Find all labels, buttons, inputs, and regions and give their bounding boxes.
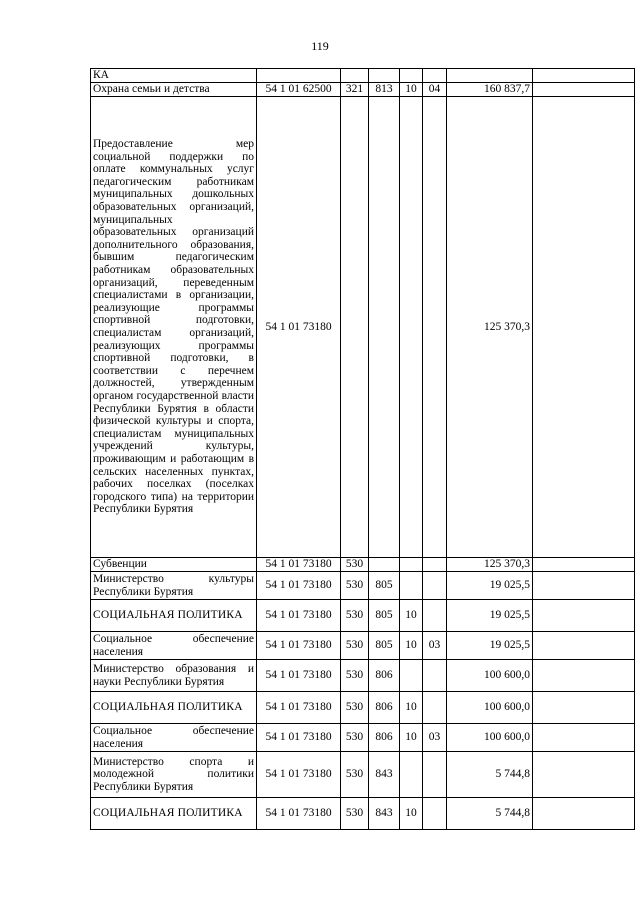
row-section-cell: 10 <box>400 600 423 632</box>
row-amount-cell: 19 025,5 <box>447 600 533 632</box>
row-section-cell <box>400 97 423 558</box>
row-subsection-cell: 03 <box>423 632 447 660</box>
row-name-cell: Субвенции <box>91 558 257 572</box>
table-row <box>91 692 635 724</box>
row-name-cell: Предоставление мер социальной поддержки по оплате коммунальных услуг педагогическим работникам муниципальных дошкольных образовательных организаций, муниципальных образовательных организаций дополнительного образования, бывшим педагогическим работникам образовательных организаций, переведенным специалистами в организации, реализующие программы спортивной подготовки, специалистам организаций, реализующих программы спортивной подготовки, в соответствии с перечнем должностей, утвержденным органом государственной власти Республики Бурятия в области физической культуры и спорта, специалистам муниципальных учреждений культуры, проживающим и работающим в сельских населенных пунктах, рабочих поселках (поселках городского типа) на территории Республики Бурятия <box>91 97 257 558</box>
row-ministry-code-cell: 806 <box>369 692 400 724</box>
row-amount-cell: 5 744,8 <box>447 798 533 830</box>
row-empty-cell <box>533 660 635 692</box>
row-subsection-cell <box>423 752 447 798</box>
row-section-cell: 10 <box>400 692 423 724</box>
row-ministry-code-cell: 813 <box>369 83 400 97</box>
row-name-cell: Охрана семьи и детства <box>91 83 257 97</box>
row-section-cell: 10 <box>400 83 423 97</box>
table-row <box>91 632 635 660</box>
row-expense-type-cell: 530 <box>341 752 369 798</box>
row-empty-cell <box>533 692 635 724</box>
row-ministry-code-cell: 843 <box>369 798 400 830</box>
row-name-cell: СОЦИАЛЬНАЯ ПОЛИТИКА <box>91 600 257 632</box>
row-amount-cell: 100 600,0 <box>447 724 533 752</box>
row-empty-cell <box>533 724 635 752</box>
row-ministry-code-cell: 843 <box>369 752 400 798</box>
row-ministry-code-cell <box>369 97 400 558</box>
table-row <box>91 69 635 83</box>
row-empty-cell <box>533 97 635 558</box>
row-code-cell: 54 1 01 73180 <box>257 724 341 752</box>
row-amount-cell: 160 837,7 <box>447 83 533 97</box>
row-subsection-cell <box>423 798 447 830</box>
row-expense-type-cell: 530 <box>341 724 369 752</box>
row-code-cell <box>257 69 341 83</box>
row-section-cell: 10 <box>400 632 423 660</box>
row-subsection-cell <box>423 600 447 632</box>
page-number: 119 <box>311 39 329 53</box>
row-ministry-code-cell: 805 <box>369 632 400 660</box>
row-section-cell <box>400 558 423 572</box>
row-expense-type-cell: 530 <box>341 660 369 692</box>
table-row <box>91 798 635 830</box>
row-name-cell: СОЦИАЛЬНАЯ ПОЛИТИКА <box>91 692 257 724</box>
row-empty-cell <box>533 600 635 632</box>
row-subsection-cell: 04 <box>423 83 447 97</box>
row-ministry-code-cell: 806 <box>369 724 400 752</box>
row-code-cell: 54 1 01 73180 <box>257 558 341 572</box>
row-amount-cell: 100 600,0 <box>447 660 533 692</box>
row-empty-cell <box>533 558 635 572</box>
table-row <box>91 572 635 600</box>
row-amount-cell: 125 370,3 <box>447 558 533 572</box>
budget-rows <box>91 69 635 830</box>
row-amount-cell: 100 600,0 <box>447 692 533 724</box>
table-row <box>91 752 635 798</box>
row-ministry-code-cell <box>369 69 400 83</box>
row-code-cell: 54 1 01 73180 <box>257 572 341 600</box>
table-row <box>91 660 635 692</box>
row-empty-cell <box>533 752 635 798</box>
row-expense-type-cell: 530 <box>341 798 369 830</box>
row-name-cell: Социальное обеспечение населения <box>91 724 257 752</box>
row-expense-type-cell <box>341 97 369 558</box>
row-section-cell <box>400 69 423 83</box>
row-name-cell: СОЦИАЛЬНАЯ ПОЛИТИКА <box>91 798 257 830</box>
row-name-cell: Министерство культуры Республики Бурятия <box>91 572 257 600</box>
row-name-cell: Министерство образования и науки Республики Бурятия <box>91 660 257 692</box>
row-name-cell: КА <box>91 69 257 83</box>
row-code-cell: 54 1 01 73180 <box>257 600 341 632</box>
row-subsection-cell <box>423 572 447 600</box>
row-section-cell <box>400 752 423 798</box>
row-ministry-code-cell <box>369 558 400 572</box>
row-section-cell: 10 <box>400 798 423 830</box>
row-ministry-code-cell: 805 <box>369 600 400 632</box>
row-empty-cell <box>533 83 635 97</box>
row-empty-cell <box>533 798 635 830</box>
row-expense-type-cell: 530 <box>341 600 369 632</box>
row-amount-cell: 125 370,3 <box>447 97 533 558</box>
row-amount-cell: 5 744,8 <box>447 752 533 798</box>
row-subsection-cell <box>423 558 447 572</box>
row-section-cell <box>400 660 423 692</box>
row-ministry-code-cell: 805 <box>369 572 400 600</box>
row-subsection-cell <box>423 660 447 692</box>
row-section-cell: 10 <box>400 724 423 752</box>
row-code-cell: 54 1 01 73180 <box>257 752 341 798</box>
row-name-cell: Министерство спорта и молодежной политики Республики Бурятия <box>91 752 257 798</box>
row-code-cell: 54 1 01 73180 <box>257 692 341 724</box>
row-expense-type-cell: 530 <box>341 632 369 660</box>
row-subsection-cell <box>423 692 447 724</box>
row-expense-type-cell: 530 <box>341 692 369 724</box>
row-subsection-cell: 03 <box>423 724 447 752</box>
row-expense-type-cell: 530 <box>341 572 369 600</box>
row-name-cell: Социальное обеспечение населения <box>91 632 257 660</box>
budget-table <box>90 68 635 830</box>
table-row <box>91 600 635 632</box>
row-code-cell: 54 1 01 62500 <box>257 83 341 97</box>
row-amount-cell: 19 025,5 <box>447 632 533 660</box>
table-row <box>91 83 635 97</box>
row-amount-cell: 19 025,5 <box>447 572 533 600</box>
table-row <box>91 558 635 572</box>
row-expense-type-cell: 530 <box>341 558 369 572</box>
row-code-cell: 54 1 01 73180 <box>257 660 341 692</box>
row-amount-cell <box>447 69 533 83</box>
table-row <box>91 724 635 752</box>
row-subsection-cell <box>423 97 447 558</box>
row-empty-cell <box>533 632 635 660</box>
row-empty-cell <box>533 572 635 600</box>
row-code-cell: 54 1 01 73180 <box>257 798 341 830</box>
row-empty-cell <box>533 69 635 83</box>
row-expense-type-cell: 321 <box>341 83 369 97</box>
row-ministry-code-cell: 806 <box>369 660 400 692</box>
row-section-cell <box>400 572 423 600</box>
row-subsection-cell <box>423 69 447 83</box>
row-code-cell: 54 1 01 73180 <box>257 97 341 558</box>
table-row <box>91 97 635 558</box>
row-expense-type-cell <box>341 69 369 83</box>
row-code-cell: 54 1 01 73180 <box>257 632 341 660</box>
